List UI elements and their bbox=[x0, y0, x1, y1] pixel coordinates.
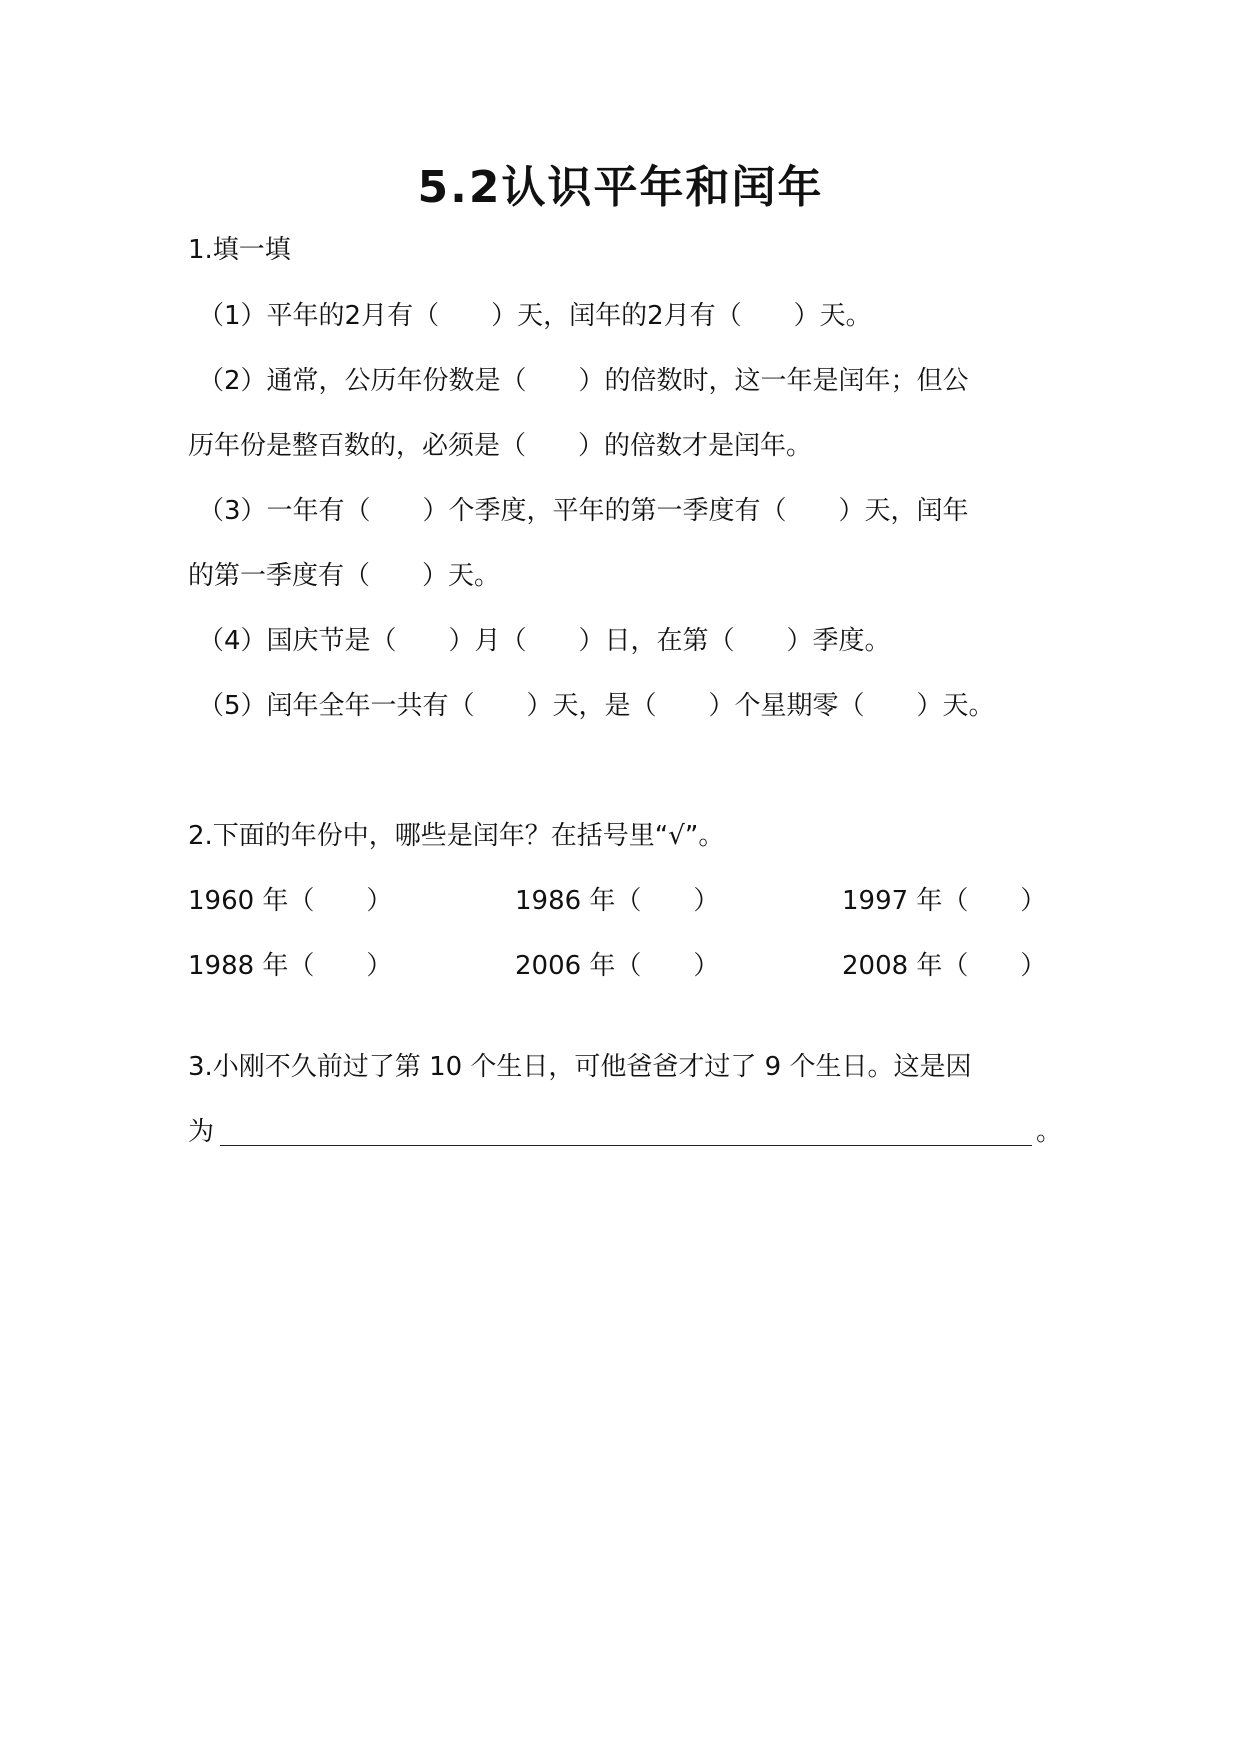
question-1-2-line-2: 历年份是整百数的，必须是（ ）的倍数才是闰年。 bbox=[188, 431, 813, 461]
question-1-5: （5）闰年全年一共有（ ）天，是（ ）个星期零（ ）天。 bbox=[198, 691, 995, 721]
year-item: 1997 年（ ） bbox=[842, 886, 1047, 916]
question-1-3-line-2: 的第一季度有（ ）天。 bbox=[188, 561, 501, 591]
year-item: 2008 年（ ） bbox=[842, 951, 1047, 981]
section-2-heading: 2.下面的年份中，哪些是闰年？在括号里“√”。 bbox=[188, 821, 725, 851]
question-1-4: （4）国庆节是（ ）月（ ）日，在第（ ）季度。 bbox=[198, 626, 891, 656]
page-title: 5.2认识平年和闰年 bbox=[417, 162, 824, 213]
section-1-heading: 1.填一填 bbox=[188, 235, 291, 265]
year-item: 2006 年（ ） bbox=[515, 951, 720, 981]
question-1-3-line-1: （3）一年有（ ）个季度，平年的第一季度有（ ）天，闰年 bbox=[198, 496, 969, 526]
year-item: 1988 年（ ） bbox=[188, 951, 393, 981]
year-item: 1960 年（ ） bbox=[188, 886, 393, 916]
year-item: 1986 年（ ） bbox=[515, 886, 720, 916]
answer-blank-line bbox=[220, 1145, 1032, 1146]
question-1-2-line-1: （2）通常，公历年份数是（ ）的倍数时，这一年是闰年；但公 bbox=[198, 366, 969, 396]
section-3-line-2-prefix: 为 bbox=[188, 1117, 215, 1147]
question-1-1: （1）平年的2月有（ ）天，闰年的2月有（ ）天。 bbox=[198, 301, 872, 331]
section-3-line-1: 3.小刚不久前过了第 10 个生日，可他爸爸才过了 9 个生日。这是因 bbox=[188, 1052, 972, 1082]
section-3-line-2-end: 。 bbox=[1036, 1117, 1063, 1147]
